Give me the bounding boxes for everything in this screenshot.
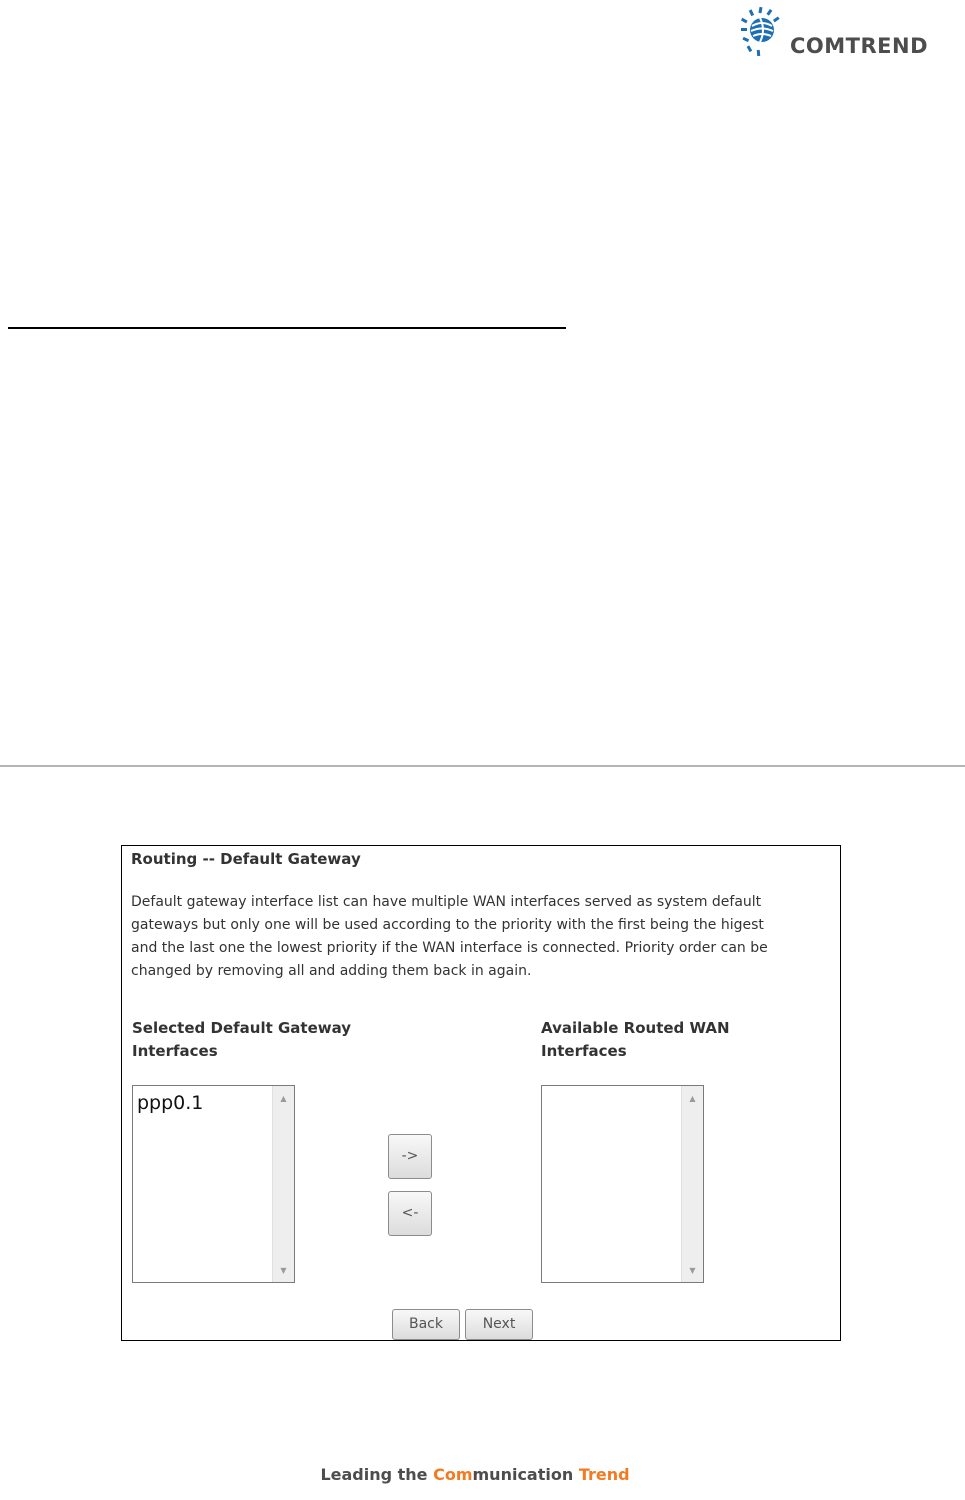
selected-interfaces-heading: Selected Default Gateway Interfaces [132, 1019, 352, 1060]
tagline-accent: Com [433, 1465, 473, 1484]
next-button[interactable]: Next [465, 1309, 533, 1340]
tagline-accent-trend: Trend [578, 1465, 630, 1484]
default-gateway-panel [121, 845, 841, 1341]
list-item[interactable]: ppp0.1 [137, 1092, 204, 1114]
panel-description: Default gateway interface list can have multiple WAN interfaces served as system default gateways but only one will be used according to the priority with the first being the higest and the last one the lowest priority if the WAN interface is connected. Priority order can be changed by removing all and adding them back in again. [131, 894, 768, 979]
tagline-middle: munication [472, 1465, 579, 1484]
scroll-down-icon[interactable]: ▼ [689, 1266, 696, 1275]
scroll-up-icon[interactable]: ▲ [280, 1094, 287, 1103]
scroll-down-icon[interactable]: ▼ [280, 1266, 287, 1275]
available-interfaces-list[interactable] [541, 1085, 704, 1283]
divider-top [8, 327, 566, 329]
scroll-up-icon[interactable]: ▲ [689, 1094, 696, 1103]
divider-mid [0, 765, 965, 767]
back-button[interactable]: Back [392, 1309, 460, 1340]
brand-name: COMTREND [790, 34, 929, 58]
scrollbar[interactable] [681, 1086, 703, 1282]
panel-title: Routing -- Default Gateway [131, 850, 361, 868]
add-interface-button[interactable]: -> [388, 1134, 432, 1179]
available-interfaces-heading: Available Routed WAN Interfaces [541, 1019, 730, 1060]
scrollbar[interactable] [272, 1086, 294, 1282]
tagline-prefix: Leading the [320, 1465, 434, 1484]
selected-interfaces-list[interactable] [132, 1085, 295, 1283]
comtrend-logo [738, 6, 950, 62]
globe-icon [738, 6, 786, 58]
remove-interface-button[interactable]: <- [388, 1191, 432, 1236]
footer-tagline [0, 1465, 950, 1484]
